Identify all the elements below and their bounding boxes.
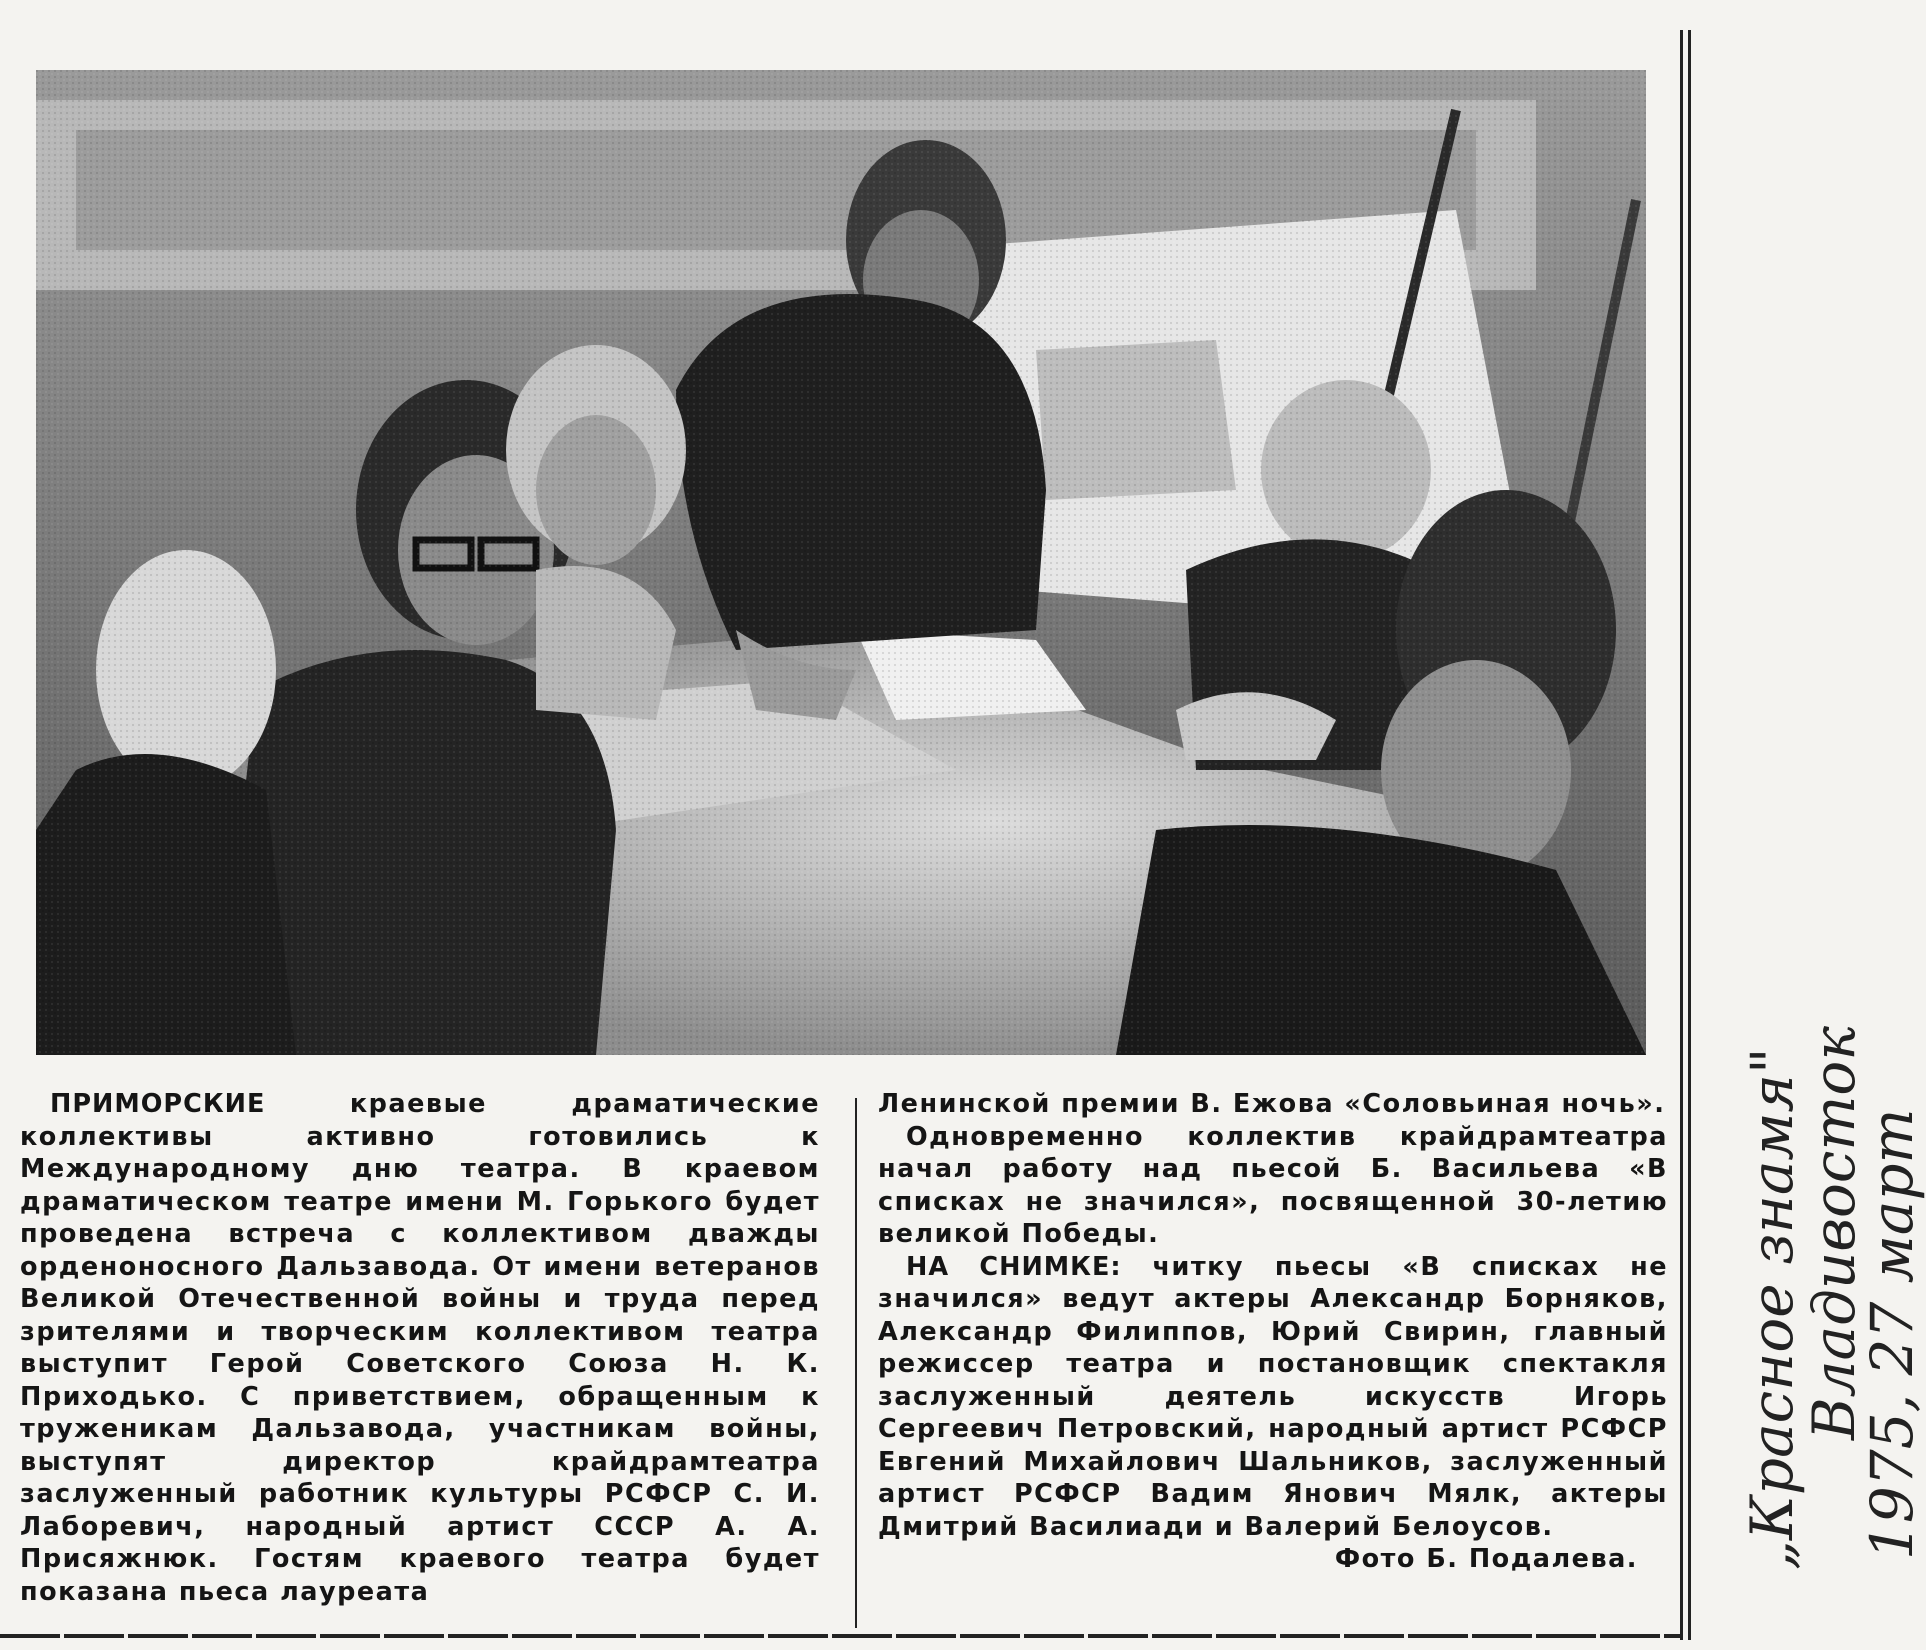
handwritten-date: 1975, 27 март xyxy=(1858,1108,1926,1560)
article-lead: ПРИМОРСКИЕ xyxy=(50,1089,266,1119)
photo-illustration xyxy=(36,70,1646,1055)
photo-caption xyxy=(878,1251,1668,1544)
article-paragraph xyxy=(878,1088,1668,1121)
article-column-1 xyxy=(20,1088,820,1608)
caption-body: читку пьесы «В списках не значился» ведут актеры Александр Борняков, Александр Филиппов, Юрий Свирин, главный режиссер театра и постановщик спектакля заслуженный деятель искусств Игорь Сергеевич Петровский, народный артист РСФСР Евгений Михайлович Шальников, заслуженный артист РСФСР Вадим Янович Мялк, актеры Дмитрий Василиади и Валерий Белоусов. xyxy=(878,1251,1668,1542)
handwritten-note xyxy=(1700,560,1926,1650)
handwritten-city: Владивосток xyxy=(1800,1026,1868,1440)
margin-rule xyxy=(1680,30,1683,1640)
photo-credit: Фото Б. Подалева. xyxy=(1334,1544,1638,1574)
article-column-2 xyxy=(878,1088,1668,1576)
column-divider xyxy=(855,1098,857,1628)
caption-lead: НА СНИМКЕ: xyxy=(906,1251,1122,1282)
bottom-rule xyxy=(0,1634,1680,1638)
article-body: краевые драматические коллективы активно готовились к Международному дню театра. В краевом драматическом театре имени М. Горького будет проведена встреча с коллективом дважды орденоносного Дальзавода. От имени ветеранов Великой Отечественной войны и труда перед зрителями и творческим коллективом театра выступит Герой Советского Союза Н. К. Приходько. С приветствием, обращенным к труженикам Дальзавода, участникам войны, выступят директор крайдрамтеатра заслуженный работник культуры РСФСР С. И. Лаборевич, народный артист СССР А. А. Присяжнюк. Гостям краевого театра будет показана пьеса лауреата xyxy=(20,1089,820,1607)
news-photo xyxy=(36,70,1646,1055)
margin-rule xyxy=(1688,30,1691,1640)
article-paragraph xyxy=(20,1088,820,1608)
article-paragraph xyxy=(878,1121,1668,1251)
article-body: Ленинской премии В. Ежова «Соловьиная ночь». xyxy=(878,1089,1666,1119)
handwritten-source: „Красное знамя" xyxy=(1738,1047,1806,1570)
article-body: Одновременно коллектив крайдрамтеатра начал работу над пьесой Б. Васильева «В списках не значился», посвященной 30-летию великой Победы. xyxy=(878,1121,1668,1249)
